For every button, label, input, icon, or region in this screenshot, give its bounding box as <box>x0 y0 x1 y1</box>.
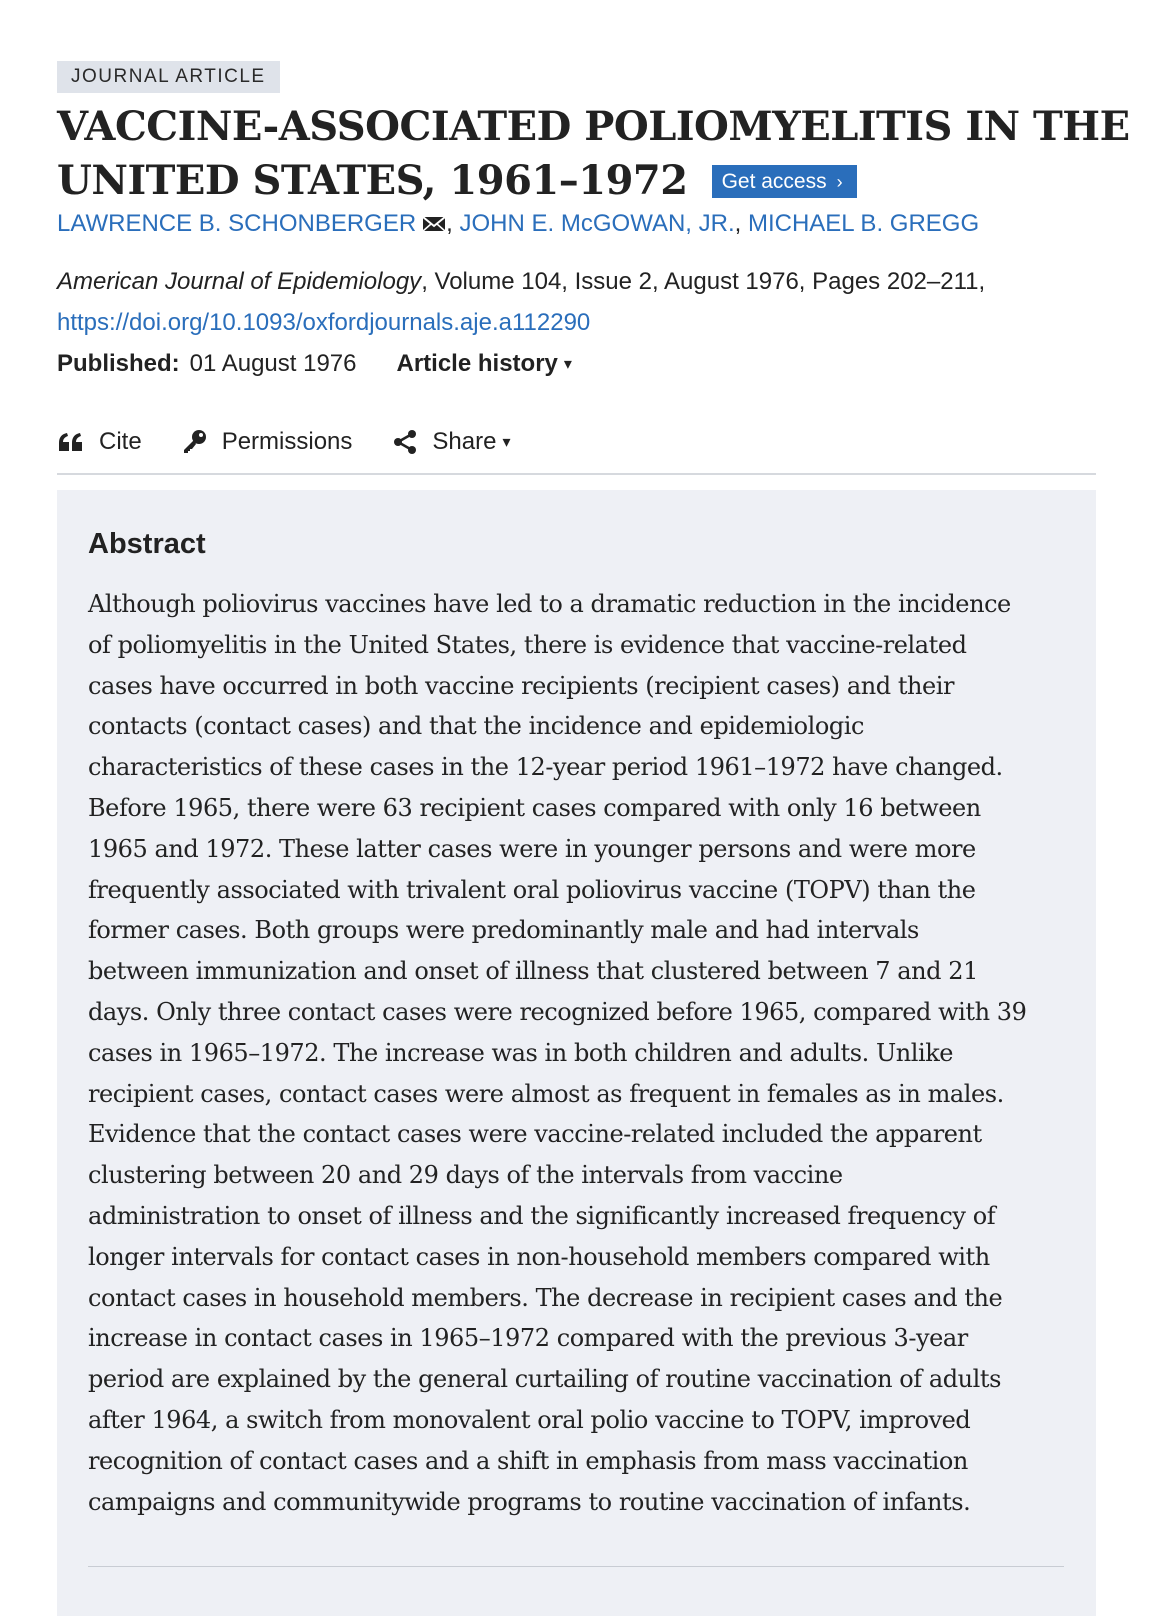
abstract-line: longer intervals for contact cases in non-household members compared with <box>88 1242 990 1271</box>
chevron-right-icon: › <box>836 172 843 192</box>
abstract-line: characteristics of these cases in the 12-year period 1961–1972 have changed. <box>88 753 1003 782</box>
abstract-line: recognition of contact cases and a shift in emphasis from mass vaccination <box>88 1446 968 1475</box>
abstract-line: Evidence that the contact cases were vaccine-related included the apparent <box>88 1120 982 1149</box>
caret-down-icon: ▾ <box>563 356 572 373</box>
journal-name[interactable]: American Journal of Epidemiology <box>57 268 422 295</box>
article-type-tag: JOURNAL ARTICLE <box>57 61 280 93</box>
published-date: 01 August 1976 <box>189 350 357 377</box>
abstract-line: 1965 and 1972. These latter cases were in younger persons and were more <box>88 834 976 863</box>
abstract-line: clustering between 20 and 29 days of the intervals from vaccine <box>88 1161 843 1190</box>
author-link[interactable]: JOHN E. McGOWAN, JR. <box>459 210 735 237</box>
mail-icon[interactable] <box>422 210 446 242</box>
author-link[interactable]: MICHAEL B. GREGG <box>747 210 980 237</box>
article-history-toggle[interactable] <box>397 350 572 377</box>
author-separator: , <box>734 210 742 237</box>
published-row <box>57 348 572 381</box>
share-button[interactable] <box>392 428 510 456</box>
abstract-line: after 1964, a switch from monovalent oral polio vaccine to TOPV, improved <box>88 1405 971 1434</box>
cite-button[interactable] <box>57 428 142 456</box>
abstract-line: contacts (contact cases) and that the incidence and epidemiologic <box>88 712 865 741</box>
abstract-text <box>88 584 1078 1522</box>
author-link[interactable]: LAWRENCE B. SCHONBERGER <box>57 210 417 237</box>
abstract-line: recipient cases, contact cases were almost as frequent in females as in males. <box>88 1079 1004 1108</box>
abstract-line: contact cases in household members. The decrease in recipient cases and the <box>88 1283 1003 1312</box>
share-label: Share <box>432 428 497 455</box>
abstract-bottom-rule <box>88 1566 1064 1567</box>
abstract-line: period are explained by the general curtailing of routine vaccination of adults <box>88 1365 1001 1394</box>
abstract-line: cases have occurred in both vaccine recipients (recipient cases) and their <box>88 671 955 700</box>
abstract-heading: Abstract <box>88 528 206 560</box>
abstract-line: campaigns and communitywide programs to routine vaccination of infants. <box>88 1487 971 1516</box>
get-access-label: Get access <box>721 170 827 193</box>
divider <box>57 473 1096 475</box>
abstract-line: Although poliovirus vaccines have led to a dramatic reduction in the incidence <box>88 590 1011 618</box>
caret-down-icon: ▾ <box>502 434 511 451</box>
cite-label: Cite <box>99 428 142 455</box>
abstract-line: days. Only three contact cases were recognized before 1965, compared with 39 <box>88 997 1027 1026</box>
author-list <box>57 208 979 242</box>
citation-details: , Volume 104, Issue 2, August 1976, Pages 202–211, <box>421 268 986 295</box>
abstract-line: frequently associated with trivalent oral poliovirus vaccine (TOPV) than the <box>88 875 976 904</box>
quote-icon <box>57 431 85 453</box>
get-access-button[interactable] <box>712 165 857 198</box>
abstract-line: cases in 1965–1972. The increase was in both children and adults. Unlike <box>88 1038 954 1067</box>
article-title-line-2 <box>57 154 1130 208</box>
share-icon <box>392 429 418 455</box>
doi-link[interactable]: https://doi.org/10.1093/oxfordjournals.aje.a112290 <box>57 309 591 336</box>
author-separator: , <box>446 210 453 237</box>
abstract-line: Before 1965, there were 63 recipient cases compared with only 16 between <box>88 793 981 822</box>
article-title <box>57 100 1130 208</box>
article-title-line-1: VACCINE-ASSOCIATED POLIOMYELITIS IN THE <box>57 103 1130 150</box>
key-icon <box>182 429 208 455</box>
abstract-line: former cases. Both groups were predominantly male and had intervals <box>88 916 919 945</box>
article-history-label: Article history <box>396 350 558 377</box>
published-label: Published: <box>57 350 180 377</box>
article-title-line-2-text: UNITED STATES, 1961–1972 <box>57 157 688 204</box>
abstract-line: increase in contact cases in 1965–1972 compared with the previous 3-year <box>88 1324 968 1353</box>
citation-line <box>57 266 985 298</box>
permissions-button[interactable] <box>182 428 353 456</box>
abstract-line: between immunization and onset of illness that clustered between 7 and 21 <box>88 957 978 986</box>
article-toolbar <box>57 424 550 460</box>
abstract-line: of poliomyelitis in the United States, there is evidence that vaccine-related <box>88 630 967 659</box>
permissions-label: Permissions <box>221 428 353 455</box>
abstract-line: administration to onset of illness and the significantly increased frequency of <box>88 1201 996 1230</box>
